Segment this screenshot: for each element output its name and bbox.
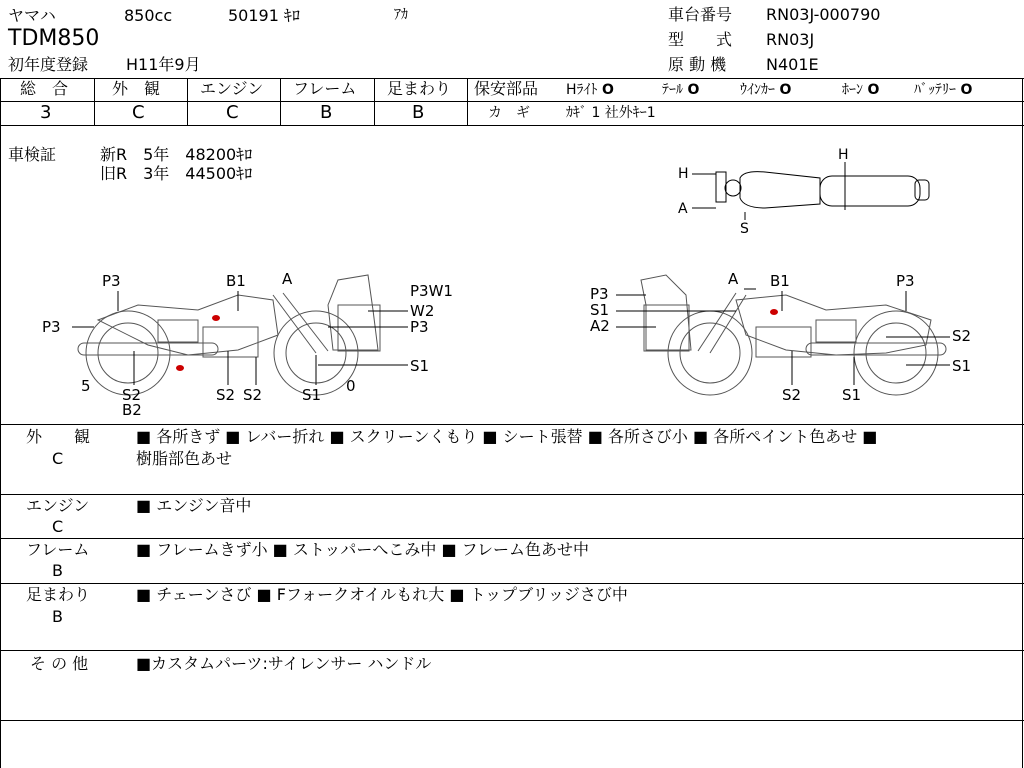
frame-number-value: RN03J-000790 xyxy=(766,5,881,24)
tail-outline xyxy=(915,180,929,200)
diagram-label: P3 xyxy=(410,318,429,336)
diagram-label: S1 xyxy=(842,386,862,404)
safety-item-name: ﾎｰﾝ xyxy=(842,82,863,98)
diagram-label: S1 xyxy=(302,386,322,404)
fairing xyxy=(328,275,378,350)
divider xyxy=(1022,78,1023,768)
color: ｱｶ xyxy=(394,7,408,23)
front-fork xyxy=(283,293,328,351)
diagram-label: H xyxy=(678,166,689,182)
remark-text-suspension: ■ チェーンさび ■ Fフォークオイルもれ大 ■ トップブリッジさび中 xyxy=(136,585,628,604)
diagram-label: 0 xyxy=(346,377,356,395)
grade-engine-label: エンジン xyxy=(200,79,264,98)
diagram-label: A xyxy=(678,201,688,217)
remark-label-other: そ の 他 xyxy=(30,654,89,673)
grade-overall-label: 総 合 xyxy=(20,79,69,98)
gauge xyxy=(725,180,741,196)
divider xyxy=(0,720,1024,721)
diagram-label: A2 xyxy=(590,317,610,335)
divider xyxy=(0,650,1024,651)
diagram-label: B1 xyxy=(226,272,246,290)
grade-overall-value: 3 xyxy=(40,102,52,123)
ok-mark: O xyxy=(867,82,880,98)
remark-label-suspension: 足まわり xyxy=(26,585,91,604)
model-type-value: RN03J xyxy=(766,30,815,49)
remark-text-frame: ■ フレームきず小 ■ ストッパーへこみ中 ■ フレーム色あせ中 xyxy=(136,540,590,559)
model-name: TDM850 xyxy=(8,26,100,51)
remark-grade-frame: B xyxy=(52,561,63,580)
first-registration-label: 初年度登録 xyxy=(8,55,89,74)
frame-number-label: 車台番号 xyxy=(668,5,733,24)
diagram-label: S2 xyxy=(952,327,972,345)
diagram-label: S1 xyxy=(952,357,972,375)
ok-mark: O xyxy=(779,82,792,98)
remark-text-other: ■カスタムパーツ:サイレンサー ハンドル xyxy=(136,654,432,673)
inspection-old: 旧R 3年 44500ｷﾛ xyxy=(100,164,253,183)
diagram-label: B1 xyxy=(770,272,790,290)
diagram-label: S1 xyxy=(590,301,610,319)
ok-mark: O xyxy=(601,82,614,98)
safety-item-tail xyxy=(662,83,699,97)
grade-frame-label: フレーム xyxy=(293,79,357,98)
grade-suspension-value: B xyxy=(412,102,425,123)
motorcycle-top-view-diagram xyxy=(670,140,950,240)
safety-item-horn xyxy=(842,83,879,97)
diagram-label: A xyxy=(282,270,293,288)
remark-text-engine: ■ エンジン音中 xyxy=(136,496,252,515)
diagram-label: S xyxy=(740,221,749,237)
rear-wheel xyxy=(98,323,158,383)
safety-item-headlight xyxy=(566,83,614,97)
damage-mark xyxy=(770,309,778,315)
divider xyxy=(0,583,1024,584)
grade-exterior-label: 外 観 xyxy=(112,79,161,98)
inspection-label: 車検証 xyxy=(8,145,57,164)
divider xyxy=(280,78,281,125)
key-label: カ ギ xyxy=(488,105,530,121)
engine-block xyxy=(816,320,856,342)
model-type-label: 型 式 xyxy=(668,30,733,49)
damage-mark xyxy=(176,365,184,371)
engine-code-label: 原 動 機 xyxy=(668,55,727,74)
tank-outline xyxy=(740,172,820,208)
safety-item-name: Hﾗｲﾄ xyxy=(566,82,598,98)
diagram-label: P3 xyxy=(896,272,915,290)
divider xyxy=(0,125,1024,126)
remark-label-engine: エンジン xyxy=(26,496,90,515)
divider xyxy=(467,78,468,125)
body-outline xyxy=(736,295,931,355)
motorcycle-right-side-diagram xyxy=(586,265,986,420)
damage-mark xyxy=(212,315,220,321)
seat-outline xyxy=(820,176,920,206)
divider xyxy=(187,78,188,125)
motorcycle-left-side-diagram xyxy=(38,265,478,420)
ok-mark: O xyxy=(687,82,700,98)
divider xyxy=(94,78,95,125)
safety-item-battery xyxy=(914,83,972,97)
diagram-label: S2 xyxy=(216,386,236,404)
diagram-label: W2 xyxy=(410,302,435,320)
safety-item-name: ﾃｰﾙ xyxy=(662,82,683,98)
rear-wheel xyxy=(854,311,938,395)
diagram-label: P3W1 xyxy=(410,282,453,300)
remark-label-exterior: 外 観 xyxy=(26,427,91,446)
grade-exterior-value: C xyxy=(132,102,145,123)
diagram-label: B2 xyxy=(122,401,142,419)
divider xyxy=(0,424,1024,425)
grade-suspension-label: 足まわり xyxy=(387,79,452,98)
diagram-label: S1 xyxy=(410,357,430,375)
diagram-label: S2 xyxy=(122,386,142,404)
remark-grade-suspension: B xyxy=(52,607,63,626)
rear-wheel xyxy=(86,311,170,395)
mileage: 50191 ｷﾛ xyxy=(228,6,300,25)
safety-item-winker xyxy=(740,83,791,97)
handlebar-left xyxy=(716,172,726,202)
engine-code-value: N401E xyxy=(766,55,819,74)
diagram-label: P3 xyxy=(102,272,121,290)
diagram-label: 5 xyxy=(81,377,91,395)
remark-label-frame: フレーム xyxy=(26,540,90,559)
remark-grade-engine: C xyxy=(52,517,64,536)
diagram-label: P3 xyxy=(42,318,61,336)
remark-text-exterior-cont: 樹脂部色あせ xyxy=(136,449,233,468)
first-registration-value: H11年9月 xyxy=(126,55,201,74)
divider xyxy=(0,494,1024,495)
divider xyxy=(0,78,1,768)
divider xyxy=(468,101,1024,102)
diagram-label: A xyxy=(728,270,739,288)
cowl xyxy=(644,305,689,351)
body-outline xyxy=(98,295,278,355)
displacement: 850cc xyxy=(124,6,173,25)
grade-engine-value: C xyxy=(226,102,239,123)
diagram-label: S2 xyxy=(782,386,802,404)
diagram-label: S2 xyxy=(243,386,263,404)
diagram-label: P3 xyxy=(590,285,609,303)
safety-item-name: ﾊﾞｯﾃﾘｰ xyxy=(914,82,956,98)
divider xyxy=(0,538,1024,539)
diagram-label: H xyxy=(838,147,849,163)
ok-mark: O xyxy=(960,82,973,98)
safety-item-name: ｳｲﾝｶｰ xyxy=(740,82,775,98)
safety-parts-label: 保安部品 xyxy=(474,79,539,98)
key-value: ｶｷﾞ 1 社外ｷｰ1 xyxy=(566,105,656,121)
remark-grade-exterior: C xyxy=(52,449,64,468)
maker: ヤマハ xyxy=(8,6,56,25)
remark-text-exterior: ■ 各所きず ■ レバー折れ ■ スクリーンくもり ■ シート張替 ■ 各所さび小 ■ 各所ペイント色あせ ■ xyxy=(136,427,878,446)
grade-frame-value: B xyxy=(320,102,333,123)
inspection-new: 新R 5年 48200ｷﾛ xyxy=(100,145,253,164)
divider xyxy=(374,78,375,125)
